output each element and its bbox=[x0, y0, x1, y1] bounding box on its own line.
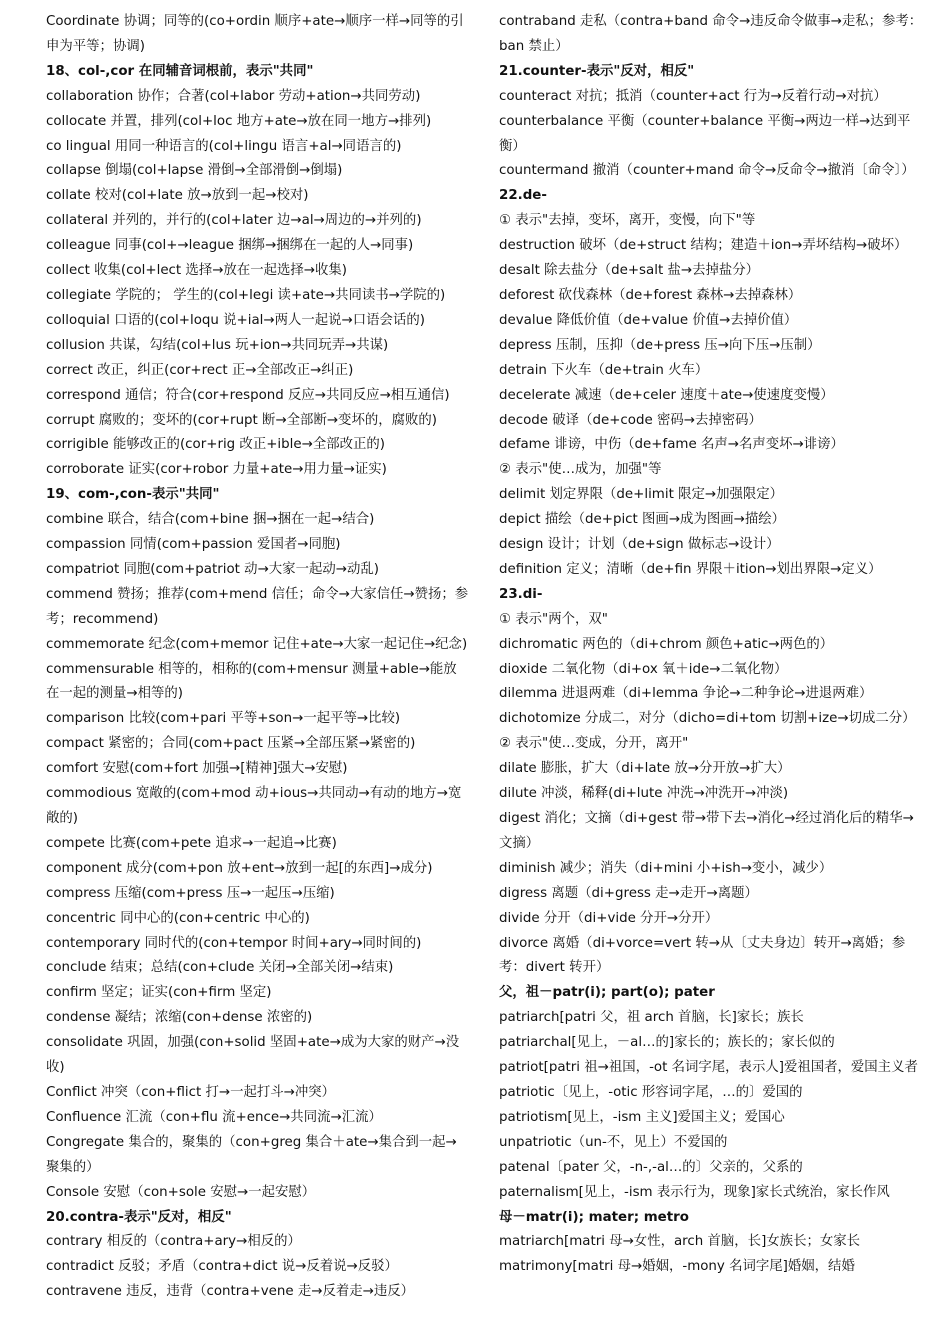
section-heading: 19、com-,con-表示"共同" bbox=[46, 487, 220, 503]
section-heading: 21.counter-表示"反对，相反" bbox=[499, 63, 695, 79]
entry-line: collapse 倒塌(col+lapse 滑倒→全部滑倒→倒塌) bbox=[46, 163, 343, 179]
entry-line: Congregate 集合的，聚集的（con+greg 集合＋ate→集合到一起→聚集的） bbox=[46, 1134, 457, 1175]
entry-line: patriarchal[见上，－al…的]家长的；族长的；家长似的 bbox=[499, 1035, 835, 1051]
entry-line: collect 收集(col+lect 选择→放在一起选择→收集) bbox=[46, 263, 348, 279]
entry-line: commodious 宽敞的(com+mod 动+ious→共同动→有动的地方→宽敞的) bbox=[46, 786, 462, 826]
entry-line: compatriot 同胞(com+patriot 动→大家一起动→动乱) bbox=[46, 561, 379, 577]
entry-line: commemorate 纪念(com+memor 记住+ate→大家一起记住→纪念) bbox=[46, 636, 468, 652]
entry-line: dioxide 二氧化物（di+ox 氧＋ide→二氧化物） bbox=[499, 661, 788, 677]
entry-line: patriotic〔见上，-otic 形容词字尾，…的〕爱国的 bbox=[499, 1084, 803, 1100]
entry-line: counterbalance 平衡（counter+balance 平衡→两边一样→达到平衡） bbox=[499, 113, 911, 154]
entry-line: corrupt 腐败的；变坏的(cor+rupt 断→全部断→变坏的，腐败的) bbox=[46, 412, 438, 428]
entry-line: decelerate 减速（de+celer 速度＋ate→使速度变慢） bbox=[499, 387, 834, 403]
entry-line: detrain 下火车（de+train 火车） bbox=[499, 362, 709, 378]
entry-line: collocate 并置，排列(col+loc 地方+ate→放在同一地方→排列) bbox=[46, 113, 432, 129]
entry-line: corrigible 能够改正的(cor+rig 改正+ible→全部改正的) bbox=[46, 437, 386, 453]
section-heading: 母－matr(i); mater; metro bbox=[499, 1209, 689, 1225]
entry-line: contemporary 同时代的(con+tempor 时间+ary→同时间的) bbox=[46, 935, 422, 951]
entry-line: destruction 破坏（de+struct 结构；建造＋ion→弄坏结构→破坏） bbox=[499, 238, 908, 254]
entry-line: contraband 走私（contra+band 命令→违反命令做事→走私；参考：ban 禁止） bbox=[499, 14, 923, 54]
entry-line: diminish 减少；消失（di+mini 小+ish→变小，减少） bbox=[499, 860, 833, 876]
entry-line: unpatriotic（un-不，见上）不爱国的 bbox=[499, 1134, 728, 1150]
section-heading: 父，祖－patr(i); part(o); pater bbox=[499, 985, 715, 1001]
entry-line: Confluence 汇流（con+flu 流+ence→共同流→汇流） bbox=[46, 1109, 382, 1125]
entry-line: digress 离题（di+gress 走→走开→离题） bbox=[499, 885, 758, 901]
entry-line: colleague 同事(col+→league 捆绑→捆绑在一起的人→同事) bbox=[46, 238, 414, 254]
entry-line: ② 表示"使…成为，加强"等 bbox=[499, 462, 662, 478]
entry-line: patriotism[见上，-ism 主义]爱国主义；爱国心 bbox=[499, 1109, 785, 1125]
entry-line: Conflict 冲突（con+flict 打→一起打斗→冲突） bbox=[46, 1084, 336, 1100]
entry-line: contradict 反驳；矛盾（contra+dict 说→反着说→反驳） bbox=[46, 1259, 398, 1275]
entry-line: colloquial 口语的(col+loqu 说+ial→两人一起说→口语会话的) bbox=[46, 312, 425, 328]
entry-line: condense 凝结；浓缩(con+dense 浓密的) bbox=[46, 1010, 313, 1026]
entry-line: Console 安慰（con+sole 安慰→一起安慰） bbox=[46, 1184, 316, 1200]
entry-line: desalt 除去盐分（de+salt 盐→去掉盐分） bbox=[499, 263, 760, 279]
entry-line: ① 表示"去掉，变坏，离开，变慢，向下"等 bbox=[499, 213, 756, 229]
entry-line: devalue 降低价值（de+value 价值→去掉价值） bbox=[499, 312, 798, 328]
entry-line: dichotomize 分成二，对分（dicho=di+tom 切割+ize→切成二分） bbox=[499, 711, 916, 727]
entry-line: matrimony[matri 母→婚姻，-mony 名词字尾]婚姻，结婚 bbox=[499, 1259, 855, 1275]
entry-line: collegiate 学院的； 学生的(col+legi 读+ate→共同读书→学院的) bbox=[46, 287, 446, 303]
entry-line: component 成分(com+pon 放+ent→放到一起[的东西]→成分) bbox=[46, 860, 433, 876]
entry-line: depict 描绘（de+pict 图画→成为图画→描绘） bbox=[499, 512, 786, 528]
entry-line: ② 表示"使…变成，分开，离开" bbox=[499, 736, 689, 752]
entry-line: collateral 并列的，并行的(col+later 边→al→周边的→并列的) bbox=[46, 213, 422, 229]
entry-line: Coordinate 协调；同等的(co+ordin 顺序+ate→顺序一样→同等的引申为平等；协调) bbox=[46, 14, 464, 54]
entry-line: comparison 比较(com+pari 平等+son→一起平等→比较) bbox=[46, 711, 401, 727]
right-column bbox=[499, 10, 925, 1280]
entry-line: divide 分开（di+vide 分开→分开） bbox=[499, 910, 719, 926]
entry-line: compete 比赛(com+pete 追求→一起追→比赛) bbox=[46, 835, 337, 851]
entry-line: dilemma 进退两难（di+lemma 争论→二种争论→进退两难） bbox=[499, 686, 873, 702]
section-heading: 22.de- bbox=[499, 188, 547, 204]
entry-line: patriarch[patri 父，祖 arch 首脑，长]家长；族长 bbox=[499, 1010, 804, 1026]
entry-line: contravene 违反，违背（contra+vene 走→反着走→违反） bbox=[46, 1284, 415, 1300]
entry-line: combine 联合，结合(com+bine 捆→捆在一起→结合) bbox=[46, 512, 375, 528]
entry-line: consolidate 巩固，加强(con+solid 坚固+ate→成为大家的财产→没收) bbox=[46, 1035, 460, 1076]
entry-line: delimit 划定界限（de+limit 限定→加强限定） bbox=[499, 487, 784, 503]
entry-line: depress 压制，压抑（de+press 压→向下压→压制） bbox=[499, 337, 821, 353]
entry-line: defame 诽谤，中伤（de+fame 名声→名声变坏→诽谤） bbox=[499, 437, 844, 453]
entry-line: collaboration 协作；合著(col+labor 劳动+ation→共同劳动) bbox=[46, 88, 421, 104]
section-heading: 23.di- bbox=[499, 586, 543, 602]
section-heading: 18、col-,cor 在同辅音词根前，表示"共同" bbox=[46, 63, 314, 79]
entry-line: patriot[patri 祖→祖国，-ot 名词字尾，表示人]爱祖国者，爱国主义者 bbox=[499, 1060, 918, 1076]
entry-line: ① 表示"两个，双" bbox=[499, 611, 608, 627]
entry-line: dilute 冲淡，稀释(di+lute 冲洗→冲洗开→冲淡) bbox=[499, 786, 789, 802]
entry-line: paternalism[见上，-ism 表示行为，现象]家长式统治，家长作风 bbox=[499, 1184, 890, 1200]
entry-line: confirm 坚定；证实(con+firm 坚定) bbox=[46, 985, 272, 1001]
entry-line: compassion 同情(com+passion 爱国者→同胞) bbox=[46, 537, 341, 553]
left-column bbox=[46, 10, 470, 1305]
entry-line: digest 消化；文摘（di+gest 带→带下去→消化→经过消化后的精华→文摘） bbox=[499, 811, 914, 851]
entry-line: correspond 通信；符合(cor+respond 反应→共同反应→相互通信) bbox=[46, 387, 450, 403]
entry-line: comfort 安慰(com+fort 加强→[精神]强大→安慰) bbox=[46, 761, 348, 777]
entry-line: concentric 同中心的(con+centric 中心的) bbox=[46, 910, 310, 926]
entry-line: corroborate 证实(cor+robor 力量+ate→用力量→证实) bbox=[46, 462, 387, 478]
entry-line: contrary 相反的（contra+ary→相反的） bbox=[46, 1234, 301, 1250]
entry-line: definition 定义；清晰（de+fin 界限＋ition→划出界限→定义） bbox=[499, 561, 882, 577]
entry-line: divorce 离婚（di+vorce=vert 转→从〔丈夫身边〕转开→离婚；参考：divert 转开） bbox=[499, 935, 906, 976]
entry-line: decode 破译（de+code 密码→去掉密码） bbox=[499, 412, 762, 428]
entry-line: collate 校对(col+late 放→放到一起→校对) bbox=[46, 188, 309, 204]
entry-line: dichromatic 两色的（di+chrom 颜色+atic→两色的） bbox=[499, 636, 834, 652]
entry-line: compress 压缩(com+press 压→一起压→压缩) bbox=[46, 885, 335, 901]
entry-line: patenal〔pater 父，-n-,-al…的〕父亲的，父系的 bbox=[499, 1159, 803, 1175]
entry-line: design 设计；计划（de+sign 做标志→设计） bbox=[499, 537, 780, 553]
entry-line: matriarch[matri 母→女性，arch 首脑，长]女族长；女家长 bbox=[499, 1234, 861, 1250]
entry-line: dilate 膨胀，扩大（di+late 放→分开放→扩大） bbox=[499, 761, 791, 777]
entry-line: compact 紧密的；合同(com+pact 压紧→全部压紧→紧密的) bbox=[46, 736, 416, 752]
entry-line: conclude 结束；总结(con+clude 关闭→全部关闭→结束) bbox=[46, 960, 394, 976]
entry-line: commensurable 相等的，相称的(com+mensur 测量+able→能放在一起的测量→相等的) bbox=[46, 661, 457, 702]
section-heading: 20.contra-表示"反对，相反" bbox=[46, 1209, 232, 1225]
entry-line: counteract 对抗；抵消（counter+act 行为→反着行动→对抗） bbox=[499, 88, 887, 104]
entry-line: commend 赞扬；推荐(com+mend 信任；命令→大家信任→赞扬；参考；recommend) bbox=[46, 586, 469, 627]
entry-line: correct 改正，纠正(cor+rect 正→全部改正→纠正) bbox=[46, 362, 354, 378]
entry-line: collusion 共谋，勾结(col+lus 玩+ion→共同玩弄→共谋) bbox=[46, 337, 389, 353]
entry-line: countermand 撤消（counter+mand 命令→反命令→撤消〔命令〕） bbox=[499, 163, 915, 179]
entry-line: deforest 砍伐森林（de+forest 森林→去掉森林） bbox=[499, 287, 802, 303]
entry-line: co lingual 用同一种语言的(col+lingu 语言+al→同语言的) bbox=[46, 138, 402, 154]
